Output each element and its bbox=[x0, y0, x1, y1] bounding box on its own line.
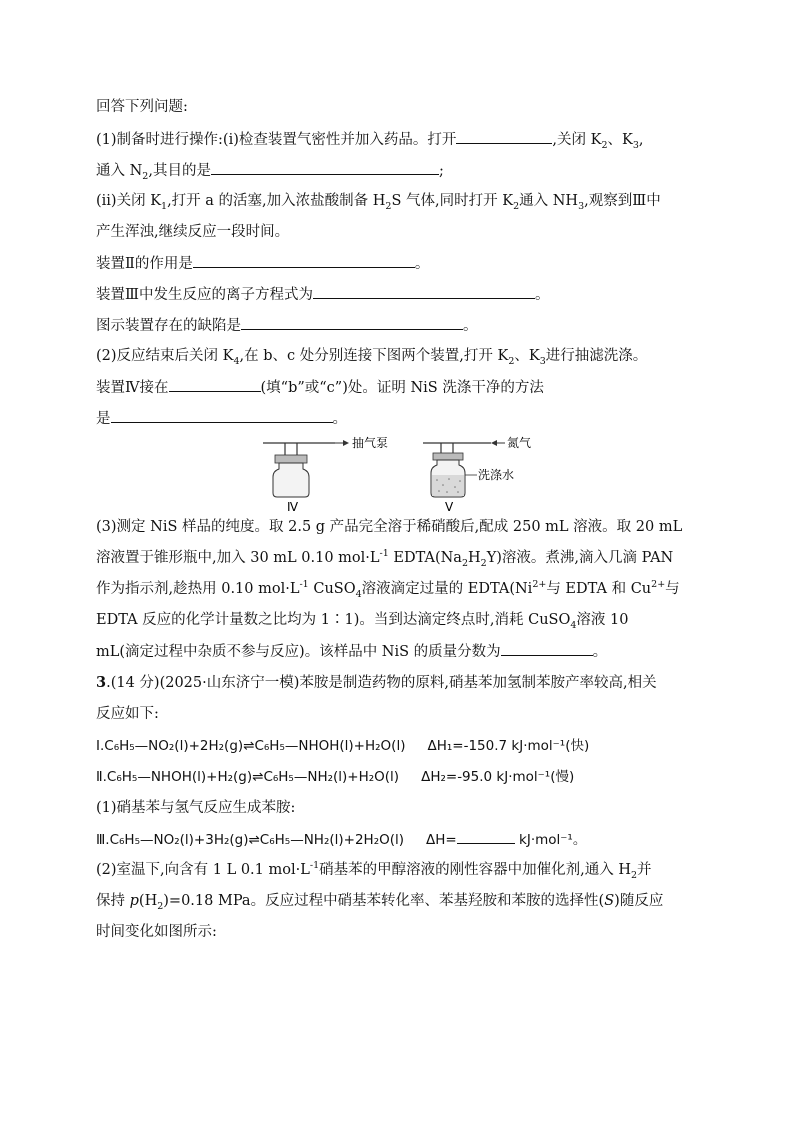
answer-blank[interactable] bbox=[193, 253, 415, 268]
problem-3-q1: (1)硝基苯与氢气反应生成苯胺: bbox=[96, 800, 296, 816]
q3-line-4: EDTA 反应的化学计量数之比均为 1∶1)。当到达滴定终点时,消耗 CuSO$_4$溶液 10 bbox=[96, 612, 629, 631]
q1-line-4: 产生浑浊,继续反应一段时间。 bbox=[96, 224, 290, 240]
problem-3-q2-line-2: 保持 $p(H_2)=0.18$ MPa。反应过程中硝基苯转化率、苯基羟胺和苯胺的选择性(S)随反应 bbox=[96, 893, 664, 912]
q3-line-1: (3)测定 NiS 样品的纯度。取 2.5 g 产品完全溶于稀硝酸后,配成 250 mL 溶液。取 20 mL bbox=[96, 519, 683, 535]
intro-text: 回答下列问题: bbox=[96, 99, 188, 115]
answer-blank[interactable] bbox=[169, 377, 261, 392]
problem-3-q2-line-1: (2)室温下,向含有 1 L 0.1 $mol\cdot L^{-1}$硝基苯的甲醇溶液的刚性容器中加催化剂,通入 $H_2$并 bbox=[96, 860, 652, 881]
q3-line-5: mL(滴定过程中杂质不参与反应)。该样品中 NiS 的质量分数为 。 bbox=[96, 641, 607, 662]
reaction-1: Ⅰ.C₆H₅—NO₂(l)+2H₂(g)⇌C₆H₅—NHOH(l)+H₂O(l) ΔH₁=-150.7 kJ·mol⁻¹(快) bbox=[96, 738, 590, 754]
label-v: Ⅴ bbox=[445, 500, 454, 514]
problem-3-heading: 3.(14 分)(2025·山东济宁一模)苯胺是制造药物的原料,硝基苯加氢制苯胺产率较高,相关 bbox=[96, 674, 657, 691]
q1-line-7: 图示装置存在的缺陷是 。 bbox=[96, 315, 478, 336]
q1-line-3: (ⅱ)关闭 $K_1$,打开 a 的活塞,加入浓盐酸制备 $H_2S$ 气体,同时打开 $K_2$通入 $NH_3$,观察到Ⅲ中 bbox=[96, 193, 661, 212]
q2-line-1: (2)反应结束后关闭 $K_4$,在 b、c 处分别连接下图两个装置,打开 $K_2$、$K_3$进行抽滤洗涤。 bbox=[96, 348, 648, 367]
answer-blank[interactable] bbox=[456, 129, 552, 144]
q2-line-3: 是 。 bbox=[96, 408, 347, 429]
apparatus-diagram bbox=[255, 435, 535, 515]
device-iv bbox=[263, 440, 349, 497]
answer-blank[interactable] bbox=[211, 160, 439, 175]
q1-line-6: 装置Ⅲ中发生反应的离子方程式为 。 bbox=[96, 284, 549, 305]
label-iv: Ⅳ bbox=[287, 500, 299, 514]
pump-label: 抽气泵 bbox=[352, 436, 389, 450]
problem-3-heading-2: 反应如下: bbox=[96, 706, 159, 722]
problem-3-q2-line-3: 时间变化如图所示: bbox=[96, 924, 217, 940]
q1-line-5: 装置Ⅱ的作用是 。 bbox=[96, 253, 429, 274]
reaction-3: Ⅲ.C₆H₅—NO₂(l)+3H₂(g)⇌C₆H₅—NH₂(l)+2H₂O(l) ΔH= kJ·mol⁻¹。 bbox=[96, 829, 586, 850]
q2-line-2: 装置Ⅳ接在 (填“b”或“c”)处。证明 NiS 洗涤干净的方法 bbox=[96, 377, 544, 398]
answer-blank[interactable] bbox=[313, 284, 535, 299]
answer-blank[interactable] bbox=[241, 315, 463, 330]
q1-line-1: (1)制备时进行操作:(ⅰ)检查装置气密性并加入药品。打开 ,关闭 $K_2$、$K_3$, bbox=[96, 129, 643, 150]
q3-line-2: 溶液置于锥形瓶中,加入 30 mL 0.10 $mol\cdot L^{-1}$ $EDTA(Na_2H_2Y)$溶液。煮沸,滴入几滴 PAN bbox=[96, 548, 674, 569]
answer-blank[interactable] bbox=[501, 641, 593, 656]
wash-water-label: 洗涤水 bbox=[478, 468, 515, 482]
q3-line-3: 作为指示剂,趁热用 0.10 $mol\cdot L^{-1}$ CuSO$_4$溶液滴定过量的 $EDTA(Ni^{2+}$与 EDTA 和 $Cu^{2+}$与 bbox=[96, 579, 680, 600]
answer-blank[interactable] bbox=[111, 408, 333, 423]
answer-blank[interactable] bbox=[457, 829, 515, 844]
reaction-2: Ⅱ.C₆H₅—NHOH(l)+H₂(g)⇌C₆H₅—NH₂(l)+H₂O(l) ΔH₂=-95.0 kJ·mol⁻¹(慢) bbox=[96, 769, 575, 785]
q1-line-2: 通入 $N_2$,其目的是 ; bbox=[96, 160, 444, 181]
nitrogen-label: 氮气 bbox=[507, 436, 532, 450]
